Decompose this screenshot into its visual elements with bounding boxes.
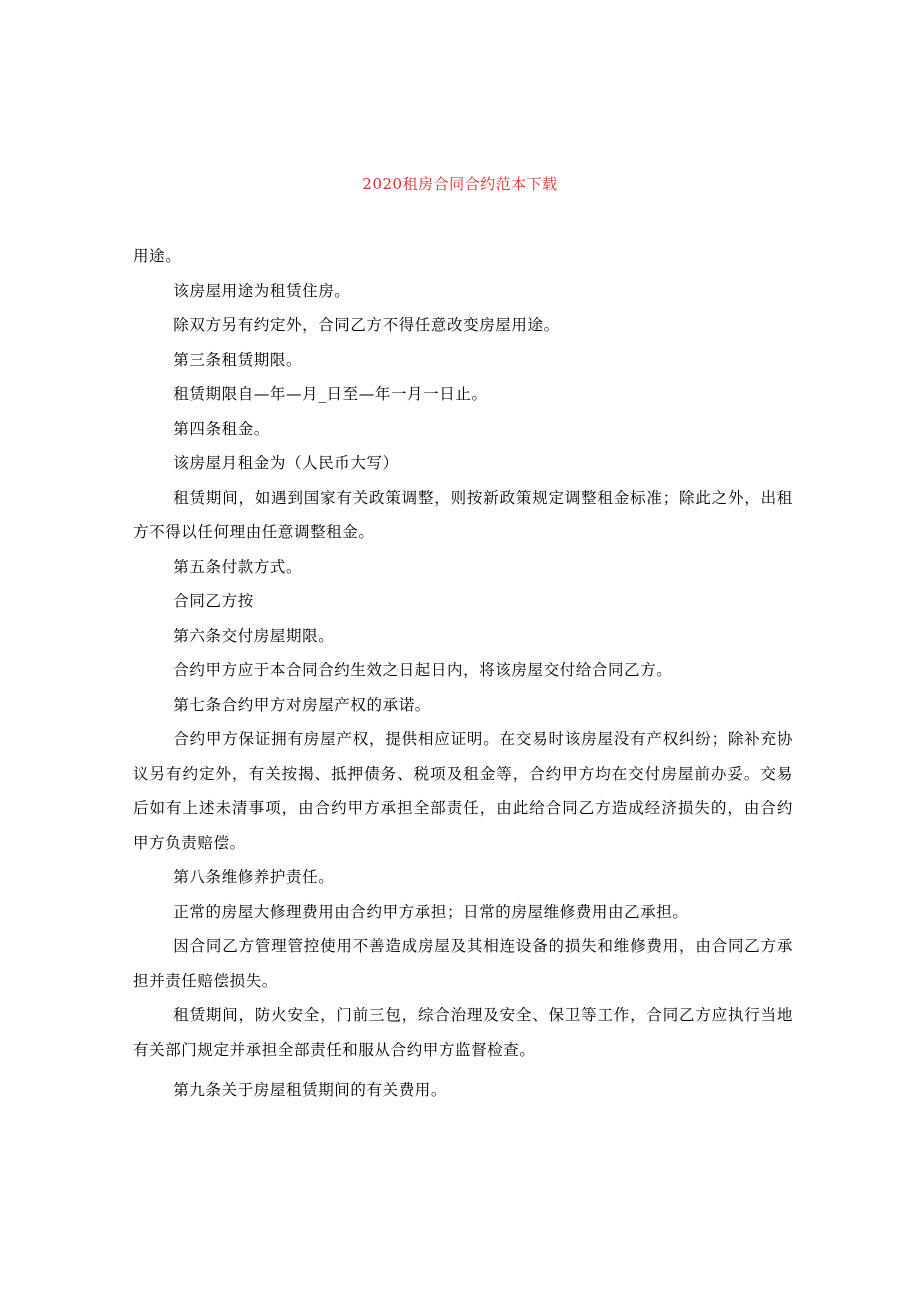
paragraph: 租赁期限自—年—月_日至—年一月一日止。 — [173, 385, 488, 403]
paragraph: 第五条付款方式。 — [173, 557, 303, 576]
paragraph: 租赁期间，防火安全，门前三包，综合治理及安全、保卫等工作，合同乙方应执行当地有关部门规定并承担全部责任和服从合约甲方监督检查。 — [133, 1006, 793, 1059]
document-title: 2020租房合同合约范本下载 — [362, 175, 558, 193]
paragraph: 合同乙方按 — [173, 592, 254, 610]
paragraph: 第六条交付房屋期限。 — [173, 626, 335, 645]
document-body — [133, 239, 793, 1108]
paragraph: 因合同乙方管理管控使用不善造成房屋及其相连设备的损失和维修费用，由合同乙方承担并责任赔偿损失。 — [133, 937, 793, 990]
paragraph: 合约甲方保证拥有房屋产权，提供相应证明。在交易时该房屋没有产权纠纷；除补充协议另有约定外，有关按揭、抵押债务、税项及租金等，合约甲方均在交付房屋前办妥。交易后如有上述未清事项，由合约甲方承担全部责任，由此给合同乙方造成经济损失的，由合约甲方负责赔偿。 — [133, 730, 793, 852]
paragraph: 第七条合约甲方对房屋产权的承诺。 — [173, 695, 431, 714]
paragraph: 第四条租金。 — [173, 419, 270, 438]
paragraph: 正常的房屋大修理费用由合约甲方承担；日常的房屋维修费用由乙承担。 — [173, 902, 689, 921]
paragraph: 该房屋用途为租赁住房。 — [173, 281, 351, 300]
paragraph: 第八条维修养护责任。 — [173, 868, 335, 886]
paragraph: 租赁期间，如遇到国家有关政策调整，则按新政策规定调整租金标准；除此之外，出租方不得以任何理由任意调整租金。 — [133, 488, 793, 541]
paragraph: 该房屋月租金为（人民币大写） — [173, 454, 399, 472]
paragraph: 除双方另有约定外，合同乙方不得任意改变房屋用途。 — [173, 316, 560, 334]
paragraph: 第九条关于房屋租赁期间的有关费用。 — [173, 1081, 447, 1099]
paragraph: 合约甲方应于本合同合约生效之日起日内，将该房屋交付给合同乙方。 — [173, 661, 673, 679]
paragraph: 第三条租赁期限。 — [173, 350, 303, 369]
paragraph: 用途。 — [133, 247, 182, 265]
